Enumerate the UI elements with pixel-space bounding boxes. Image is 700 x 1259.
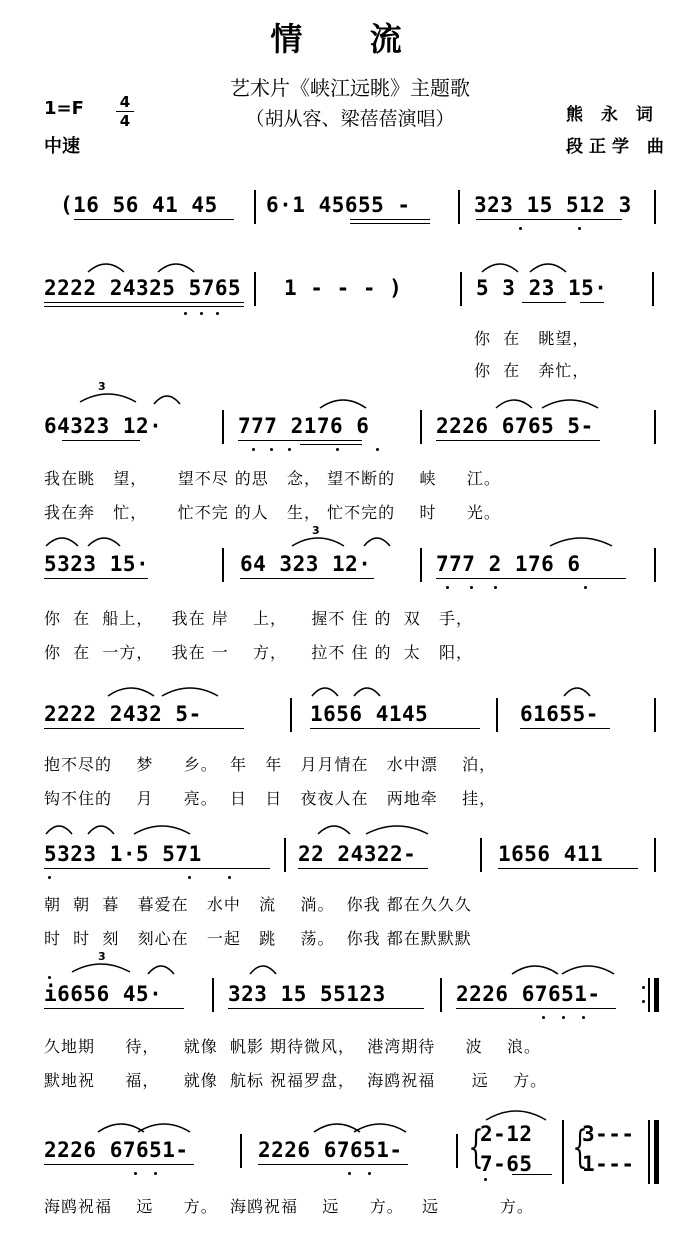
underline xyxy=(44,1164,194,1165)
underline xyxy=(436,440,600,441)
slur xyxy=(70,958,132,974)
barline xyxy=(458,190,460,224)
barline xyxy=(654,410,656,444)
brace: { xyxy=(572,1122,588,1173)
underline xyxy=(350,219,430,220)
underline xyxy=(476,219,622,220)
notes-row1-m3: 323 15 512 3 xyxy=(474,193,632,217)
notes-row3-m3: 2226 6765 5- xyxy=(436,414,594,438)
time-top: 4 xyxy=(119,93,131,111)
barline xyxy=(654,838,656,872)
triplet-mark: 3 xyxy=(98,380,106,393)
underline xyxy=(456,1008,616,1009)
tempo-marking: 中速 xyxy=(44,136,80,157)
slur xyxy=(152,390,182,406)
low-octave-dot xyxy=(494,586,497,589)
underline xyxy=(44,578,148,579)
slur xyxy=(146,960,176,976)
barline xyxy=(222,548,224,582)
slur xyxy=(548,532,614,548)
lyrics-row7-v1: 久地期 待， 就像 帆影 期待微风， 港湾期待 波 浪。 xyxy=(44,1037,541,1056)
low-octave-dot xyxy=(470,586,473,589)
slur xyxy=(480,258,520,274)
notes-row4-m1: 5323 15· xyxy=(44,552,150,576)
notes-row2-m1: 2222 24325 5765 xyxy=(44,276,242,300)
repeat-dot xyxy=(642,986,645,989)
notes-row8-upper: 2-12 xyxy=(480,1122,533,1146)
underline xyxy=(498,868,638,869)
barline xyxy=(654,698,656,732)
notes-row4-m3: 777 2 176 6 xyxy=(436,552,581,576)
barline xyxy=(648,978,650,1012)
low-octave-dot xyxy=(184,312,187,315)
barline xyxy=(254,190,256,224)
notes-row7-m2: 323 15 55123 xyxy=(228,982,386,1006)
low-octave-dot xyxy=(446,586,449,589)
slur xyxy=(352,682,382,698)
barline xyxy=(254,272,256,306)
notes-row2-m2: 1 - - - ) xyxy=(284,276,403,300)
slur xyxy=(156,258,196,274)
low-octave-dot xyxy=(200,312,203,315)
low-octave-dot xyxy=(584,586,587,589)
low-octave-dot xyxy=(154,1172,157,1175)
lyrics-row2-v2: 你 在 奔忙， xyxy=(474,361,590,380)
barline xyxy=(420,410,422,444)
underline xyxy=(228,1008,424,1009)
barline xyxy=(222,410,224,444)
slur xyxy=(362,532,392,548)
slur xyxy=(310,682,340,698)
underline xyxy=(44,302,244,303)
notes-row1-m1: (16 56 41 45 xyxy=(60,193,218,217)
slur xyxy=(44,532,80,548)
barline xyxy=(290,698,292,732)
slur xyxy=(86,258,126,274)
low-octave-dot xyxy=(542,1016,545,1019)
low-octave-dot xyxy=(578,227,581,230)
low-octave-dot xyxy=(134,1172,137,1175)
low-octave-dot xyxy=(270,448,273,451)
notes-row8-lower: 7-65 xyxy=(480,1152,533,1176)
slur xyxy=(136,1118,192,1134)
subtitle: 艺术片《峡江远眺》主题歌 xyxy=(230,76,470,100)
slur xyxy=(510,960,560,976)
low-octave-dot xyxy=(188,876,191,879)
slur xyxy=(78,388,138,404)
low-octave-dot xyxy=(252,448,255,451)
underline xyxy=(74,219,234,220)
repeat-barline xyxy=(654,978,659,1012)
brace: { xyxy=(468,1122,484,1173)
barline xyxy=(240,1134,242,1168)
triplet-mark: 3 xyxy=(98,950,106,963)
low-octave-dot xyxy=(368,1172,371,1175)
notes-row6-m2: 22 24322- xyxy=(298,842,417,866)
lyrics-row4-v1: 你 在 船上， 我在 岸 上， 握不 住 的 双 手， xyxy=(44,609,473,628)
notes-row7-m3: 2226 67651- xyxy=(456,982,601,1006)
slur xyxy=(484,1104,548,1122)
barline xyxy=(562,1120,564,1184)
notes-row3-m2: 777 2176 6 xyxy=(238,414,370,438)
barline xyxy=(440,978,442,1012)
notes-row6-m3: 1656 411 xyxy=(498,842,604,866)
underline xyxy=(62,440,140,441)
notes-row5-m2: 1656 4145 xyxy=(310,702,429,726)
slur xyxy=(290,532,346,548)
final-barline-thick xyxy=(654,1120,659,1184)
slur xyxy=(86,820,116,836)
lyrics-row7-v2: 默地祝 福， 就像 航标 祝福罗盘， 海鸥祝福 远 方。 xyxy=(44,1071,548,1090)
slur xyxy=(528,258,568,274)
slur xyxy=(248,960,278,976)
slur xyxy=(160,682,220,698)
slur xyxy=(44,820,74,836)
lyrics-row5-v1: 抱不尽的 梦 乡。 年 年 月月情在 水中漂 泊， xyxy=(44,755,497,774)
underline xyxy=(44,1008,184,1009)
underline xyxy=(522,302,566,303)
low-octave-dot xyxy=(288,448,291,451)
slur xyxy=(106,682,156,698)
lyricist: 熊 永 词 xyxy=(566,105,659,125)
notes-row8-end-upper: 3--- xyxy=(582,1122,635,1146)
lyrics-row8: 海鸥祝福 远 方。 海鸥祝福 远 方。 远 方。 xyxy=(44,1197,534,1216)
notes-row4-m2: 64 323 12· xyxy=(240,552,372,576)
key-signature: 1=F xyxy=(44,98,84,119)
low-octave-dot xyxy=(484,1178,487,1181)
repeat-dot xyxy=(642,1000,645,1003)
underline xyxy=(310,728,480,729)
underline xyxy=(300,444,362,445)
underline xyxy=(44,306,244,307)
low-octave-dot xyxy=(336,448,339,451)
notes-row6-m1: 5323 1·5 571 xyxy=(44,842,202,866)
underline xyxy=(512,1174,552,1175)
notes-row8-end-lower: 1--- xyxy=(582,1152,635,1176)
low-octave-dot xyxy=(228,876,231,879)
final-barline-thin xyxy=(648,1120,650,1184)
notes-row3-m1: 64323 12· xyxy=(44,414,163,438)
slur xyxy=(560,960,616,976)
notes-row1-m2: 6·1 45655 - xyxy=(266,193,411,217)
notes-row8-m1: 2226 67651- xyxy=(44,1138,189,1162)
slur xyxy=(318,394,368,410)
barline xyxy=(654,190,656,224)
underline xyxy=(238,440,362,441)
underline xyxy=(44,868,270,869)
time-bottom: 4 xyxy=(119,112,131,130)
underline xyxy=(580,302,604,303)
lyrics-row6-v2: 时 时 刻 刻心在 一起 跳 荡。 你我 都在默默默 xyxy=(44,929,472,948)
notes-row5-m3: 61655- xyxy=(520,702,599,726)
barline xyxy=(480,838,482,872)
barline xyxy=(654,548,656,582)
slur xyxy=(352,1118,408,1134)
notes-row5-m1: 2222 2432 5- xyxy=(44,702,202,726)
barline xyxy=(460,272,462,306)
lyrics-row2-v1: 你 在 眺望， xyxy=(474,329,590,348)
lyrics-row6-v1: 朝 朝 暮 暮爱在 水中 流 淌。 你我 都在久久久 xyxy=(44,895,472,914)
barline xyxy=(284,838,286,872)
low-octave-dot xyxy=(519,227,522,230)
singers: （胡从容、梁蓓蓓演唱） xyxy=(245,108,455,130)
slur xyxy=(540,394,600,410)
underline xyxy=(44,728,244,729)
slur xyxy=(86,532,122,548)
barline xyxy=(652,272,654,306)
underline xyxy=(258,1164,408,1165)
lyrics-row3-v1: 我在眺 望， 望不尽 的思 念， 望不断的 峡 江。 xyxy=(44,469,501,488)
low-octave-dot xyxy=(562,1016,565,1019)
composer: 段正学 曲 xyxy=(566,137,670,157)
notes-row2-m3: 5 3 23 15· xyxy=(476,276,608,300)
underline xyxy=(436,578,626,579)
low-octave-dot xyxy=(582,1016,585,1019)
barline xyxy=(420,548,422,582)
barline xyxy=(496,698,498,732)
barline xyxy=(456,1134,458,1168)
low-octave-dot xyxy=(348,1172,351,1175)
barline xyxy=(212,978,214,1012)
low-octave-dot xyxy=(216,312,219,315)
slur xyxy=(132,820,192,836)
triplet-mark: 3 xyxy=(312,524,320,537)
underline xyxy=(520,728,610,729)
low-octave-dot xyxy=(376,448,379,451)
slur xyxy=(562,682,592,698)
lyrics-row3-v2: 我在奔 忙， 忙不完 的人 生， 忙不完的 时 光。 xyxy=(44,503,501,522)
time-signature xyxy=(116,94,134,129)
slur xyxy=(364,820,430,836)
slur xyxy=(316,820,352,836)
lyrics-row5-v2: 钩不住的 月 亮。 日 日 夜夜人在 两地牵 挂， xyxy=(44,789,497,808)
underline xyxy=(298,868,428,869)
slur xyxy=(494,394,534,410)
underline xyxy=(240,578,374,579)
notes-row8-m2: 2226 67651- xyxy=(258,1138,403,1162)
high-octave-dot xyxy=(48,976,51,979)
low-octave-dot xyxy=(48,876,51,879)
lyrics-row4-v2: 你 在 一方， 我在 一 方， 拉不 住 的 太 阳， xyxy=(44,643,473,662)
underline xyxy=(350,223,430,224)
song-title: 情 流 xyxy=(270,20,430,58)
notes-row7-m1: i6656 45· xyxy=(44,982,163,1006)
